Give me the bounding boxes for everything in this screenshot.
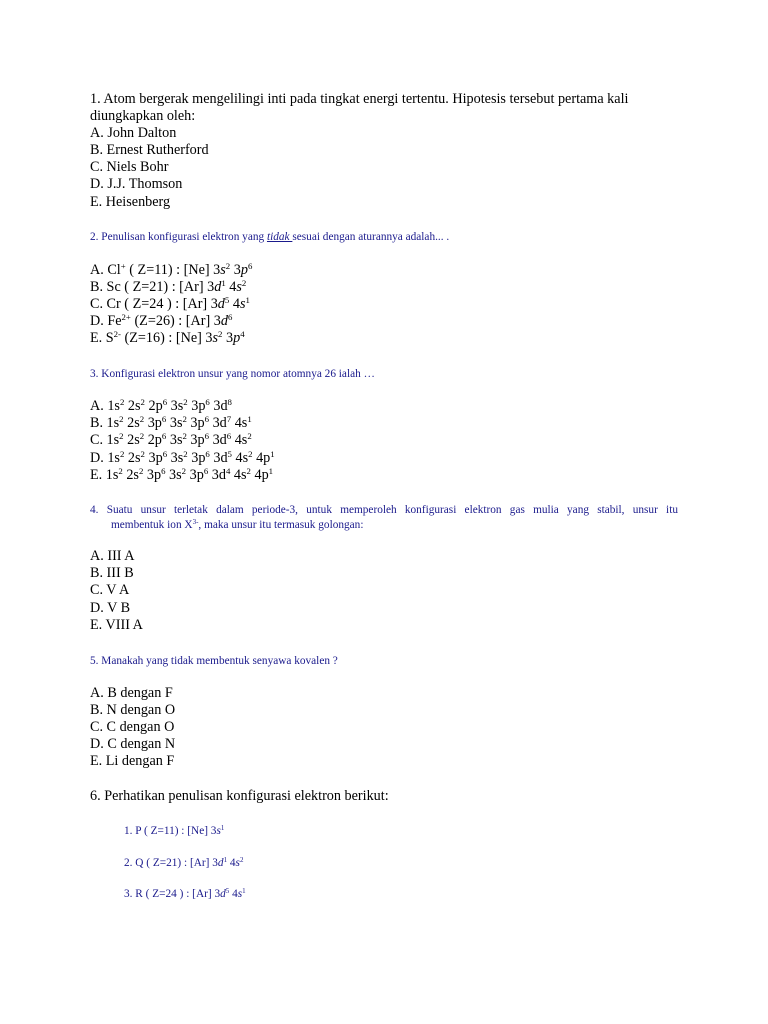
q3-stem: 3. Konfigurasi elektron unsur yang nomor atomnya 26 ialah …	[90, 368, 375, 380]
q5-option-a: A. B dengan F	[90, 685, 173, 701]
q4-option-b: B. III B	[90, 565, 134, 581]
q3-option-c: C. $1s^2$ $2s^2$ $2p^6$ $3s^2$ $3p^6$ $3d^6$ $4s^2$	[90, 431, 252, 448]
q1-stem-line2: diungkapkan oleh:	[90, 108, 196, 124]
q5-option-b: B. N dengan O	[90, 702, 176, 718]
q3-option-b: B. $1s^2$ $2s^2$ $3p^6$ $3s^2$ $3p^6$ $3d^7$ $4s^1$	[90, 414, 252, 431]
q4-stem-line1: 4. Suatu unsur terletak dalam periode-3, untuk memperoleh konfigurasi elektron gas mulia yang stabil, unsur itu	[90, 504, 678, 516]
q4-stem-line2: membentuk ion $X^{3-}$, maka unsur itu termasuk golongan:	[111, 518, 364, 531]
q6-item-1: 1. P ( Z=11) : [Ne] $3s^1$	[124, 824, 225, 837]
q1-option-e: E. Heisenberg	[90, 194, 171, 210]
q4-option-e: E. VIII A	[90, 617, 143, 633]
q5-option-e: E. Li dengan F	[90, 753, 175, 769]
q6-item-2: 2. Q ( Z=21) : [Ar] $3d^1$ $4s^2$	[124, 856, 244, 869]
q2-stem-post: sesuai dengan aturannya adalah... .	[292, 231, 450, 243]
q2-stem-tidak: tidak	[266, 231, 293, 243]
q2-option-a: A. Cl+ ( Z=11) : [Ne] $3s^2$ $3p^6$	[90, 261, 253, 278]
q2-stem-pre: 2. Penulisan konfigurasi elektron yang	[90, 231, 267, 243]
q3-option-d: D. $1s^2$ $2s^2$ $3p^6$ $3s^2$ $3p^6$ $3d^5$ $4s^2$ $4p^1$	[90, 449, 275, 466]
q5-option-d: D. C dengan N	[90, 736, 176, 752]
q1-stem-line1: 1. Atom bergerak mengelilingi inti pada tingkat energi tertentu. Hipotesis tersebut pertama kali	[90, 91, 629, 107]
q2-option-b: B. Sc ( Z=21) : [Ar] $3d^1$ $4s^2$	[90, 278, 247, 295]
q4-option-d: D. V B	[90, 600, 131, 616]
q1-option-a: A. John Dalton	[90, 125, 177, 141]
q2-option-d: D. $Fe^{2+}$ (Z=26) : [Ar] $3d^6$	[90, 312, 233, 329]
q2-option-c: C. Cr ( Z=24 ) : [Ar] $3d^5$ $4s^1$	[90, 295, 250, 312]
q2-option-e: E. $S^{2-}$ (Z=16) : [Ne] $3s^2$ $3p^4$	[90, 329, 245, 346]
q5-stem: 5. Manakah yang tidak membentuk senyawa kovalen ?	[90, 655, 338, 667]
q1-option-b: B. Ernest Rutherford	[90, 142, 209, 158]
q1-option-c: C. Niels Bohr	[90, 159, 169, 175]
q1-option-d: D. J.J. Thomson	[90, 176, 183, 192]
q4-option-c: C. V A	[90, 582, 130, 598]
q4-option-a: A. III A	[90, 548, 135, 564]
q3-option-a: A. $1s^2$ $2s^2$ $2p^6$ $3s^2$ $3p^6$ $3d^8$	[90, 397, 232, 414]
q5-option-c: C. C dengan O	[90, 719, 175, 735]
q6-stem: 6. Perhatikan penulisan konfigurasi elektron berikut:	[90, 788, 389, 804]
q2-stem	[90, 229, 449, 246]
q3-option-e: E. $1s^2$ $2s^2$ $3p^6$ $3s^2$ $3p^6$ $3d^4$ $4s^2$ $4p^1$	[90, 466, 274, 483]
q6-item-3: 3. R ( Z=24 ) : [Ar] $3d^5$ $4s^1$	[124, 887, 246, 900]
